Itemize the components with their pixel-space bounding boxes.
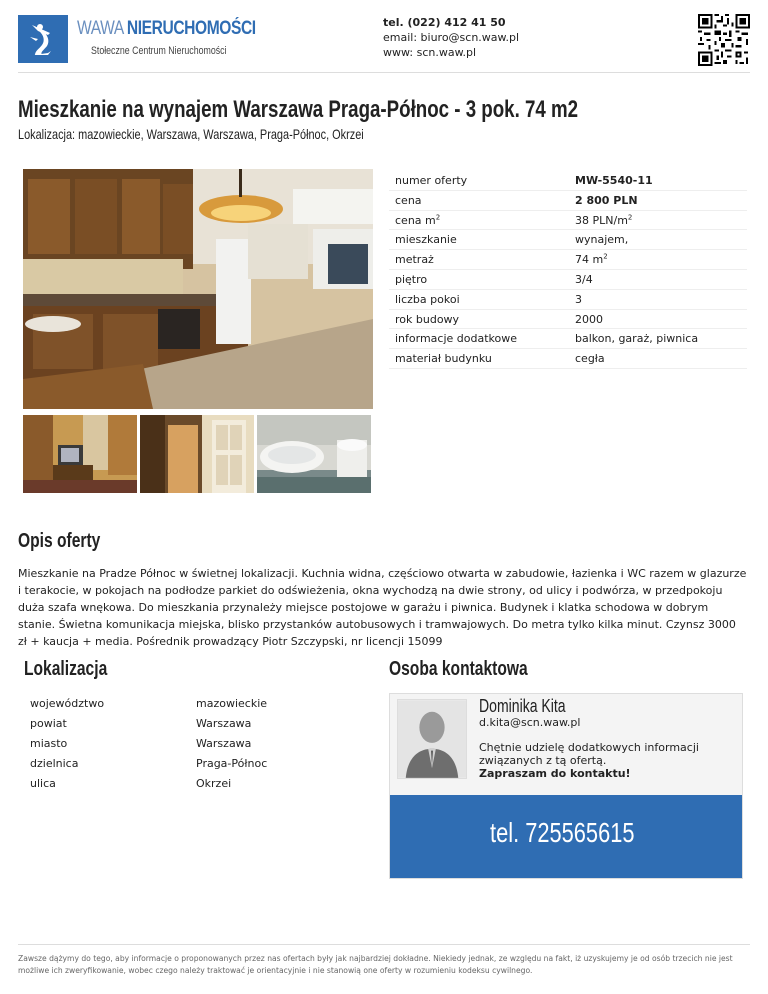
mermaid-logo-icon: [18, 15, 68, 63]
detail-value-text: 74 m: [575, 253, 604, 267]
bathroom-photo-image: [257, 415, 371, 493]
detail-row: [389, 270, 747, 290]
localization-row: [24, 714, 354, 734]
brand-name: [77, 18, 256, 40]
listing-location: Lokalizacja: mazowieckie, Warszawa, Warszawa, Praga-Północ, Okrzei: [18, 126, 364, 142]
detail-value-sup: 2: [603, 252, 608, 261]
localization-key: powiat: [30, 717, 67, 730]
detail-value: 2 800 PLN: [575, 193, 638, 207]
agent-note: [479, 741, 729, 780]
offer-details-table: [389, 171, 747, 369]
detail-row: [389, 230, 747, 250]
detail-value: cegła: [575, 352, 605, 366]
detail-value: balkon, garaż, piwnica: [575, 332, 699, 346]
localization-key: województwo: [30, 697, 105, 710]
person-silhouette-icon: [398, 700, 466, 778]
agent-note-text: Chętnie udzielę dodatkowych informacji związanych z tą ofertą.: [479, 741, 699, 767]
detail-row: [389, 290, 747, 310]
thumbnail-bathroom[interactable]: [257, 415, 371, 493]
localization-key: miasto: [30, 737, 68, 750]
header-email[interactable]: email: biuro@scn.waw.pl: [383, 31, 520, 44]
contact-heading: Osoba kontaktowa: [389, 658, 528, 680]
detail-key: informacje dodatkowe: [395, 332, 518, 346]
detail-value: wynajem,: [575, 233, 629, 247]
agent-note-cta: Zapraszam do kontaktu!: [479, 767, 631, 780]
contact-card: [389, 693, 743, 879]
localization-key: dzielnica: [30, 757, 79, 770]
detail-key: piętro: [395, 272, 428, 286]
avatar: [397, 699, 467, 779]
detail-value-sup: 2: [627, 212, 633, 221]
page-title: Mieszkanie na wynajem Warszawa Praga-Północ - 3 pok. 74 m2: [18, 96, 579, 123]
header-divider: [18, 72, 750, 73]
agent-phone-box[interactable]: [390, 795, 742, 878]
localization-value: Okrzei: [196, 777, 232, 790]
detail-row: [389, 250, 747, 270]
agent-name: Dominika Kita: [479, 696, 566, 716]
detail-key: liczba pokoi: [395, 292, 460, 306]
detail-key: [389, 211, 575, 230]
detail-value: 3/4: [575, 272, 593, 286]
description-heading: Opis oferty: [18, 530, 101, 552]
thumbnail-living-room[interactable]: [23, 415, 137, 493]
brand-subtitle: Stołeczne Centrum Nieruchomości: [91, 45, 227, 57]
detail-row: [389, 349, 747, 369]
detail-row: [389, 329, 747, 349]
detail-row: [389, 171, 747, 191]
localization-value: Praga-Północ: [196, 757, 268, 770]
localization-row: [24, 734, 354, 754]
main-photo-kitchen[interactable]: [23, 169, 373, 409]
detail-key: materiał budynku: [395, 352, 492, 366]
detail-key-text: cena m: [395, 213, 436, 227]
detail-value-text: 38 PLN/m: [575, 213, 628, 227]
detail-key-sup: 2: [435, 212, 441, 221]
header-website[interactable]: www: scn.waw.pl: [383, 46, 477, 59]
thumbnail-hallway[interactable]: [140, 415, 254, 493]
localization-row: [24, 754, 354, 774]
detail-value: 3: [575, 292, 582, 306]
footer-disclaimer: Zawsze dążymy do tego, aby informacje o proponowanych przez nas ofertach były jak najbardziej dokładne. Niekiedy jednak, ze względu na fakt, iż uzyskujemy je od osób trzecich nie jest możliwe ich zweryfikowanie, wobec czego należy traktować je orientacyjnie i nie stanowią one oferty w rozumieniu kodeksu cywilnego.: [18, 954, 733, 975]
detail-key: numer oferty: [395, 174, 468, 187]
localization-value: Warszawa: [196, 737, 252, 750]
detail-key: mieszkanie: [395, 233, 457, 247]
header-contact: [383, 15, 519, 60]
localization-row: [24, 694, 354, 714]
localization-heading: Lokalizacja: [24, 658, 108, 680]
description-text: Mieszkanie na Pradze Północ w świetnej lokalizacji. Kuchnia widna, częściowo otwarta w zabudowie, łazienka i WC razem w glazurze i terakocie, w pokojach na podłodze parkiet do odświeżenia, okna wychodzą na dwie strony, od ulicy i podwórza, w przedpokoju duża szafa wnękowa. Do mieszkania przynależy miejsce postojowe w garażu i piwnica. Budynek i klatka schodowa w dobrym stanie. Świetna komunikacja miejska, blisko przystanków autobusowych i tramwajowych. Do metra tylko kilka minut. Czynsz 3000 zł + kaucja + media. Pośrednik prowadzący Piotr Szczypski, nr licencji 15099: [18, 567, 747, 648]
detail-key: cena: [395, 193, 422, 207]
detail-row: [389, 191, 747, 211]
detail-row: [389, 211, 747, 231]
agent-phone[interactable]: tel. 725565615: [490, 817, 635, 848]
living-room-photo-image: [23, 415, 137, 493]
hallway-photo-image: [140, 415, 254, 493]
qr-code-icon: [698, 14, 750, 66]
localization-key: ulica: [30, 777, 56, 790]
localization-value: mazowieckie: [196, 697, 268, 710]
detail-value: [575, 211, 747, 230]
detail-value: [575, 250, 747, 269]
brand-light: WAWA: [77, 18, 123, 39]
company-logo[interactable]: [18, 15, 68, 63]
detail-value: 2000: [575, 312, 603, 326]
header-phone[interactable]: tel. (022) 412 41 50: [383, 16, 506, 29]
brand-bold: NIERUCHOMOŚCI: [126, 18, 256, 39]
detail-key: rok budowy: [395, 312, 460, 326]
footer-divider: [18, 944, 750, 945]
detail-value: MW-5540-11: [575, 174, 653, 187]
localization-row: [24, 774, 354, 794]
localization-table: [24, 694, 354, 794]
agent-email[interactable]: d.kita@scn.waw.pl: [479, 716, 581, 729]
localization-value: Warszawa: [196, 717, 252, 730]
detail-key: metraż: [395, 253, 434, 267]
detail-row: [389, 310, 747, 330]
kitchen-photo-image: [23, 169, 373, 409]
